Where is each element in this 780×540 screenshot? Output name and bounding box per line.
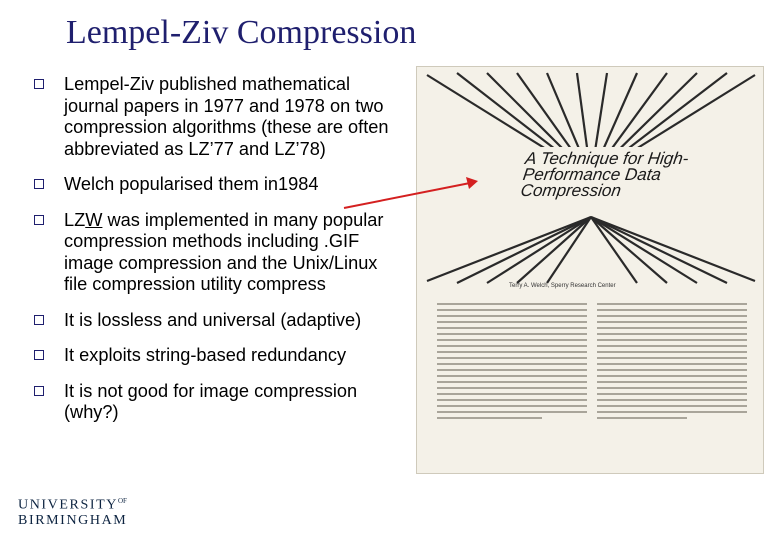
- bullet-item: [34, 381, 404, 424]
- bullet-item: [34, 310, 404, 332]
- square-bullet-icon: [34, 179, 44, 189]
- bullet-list: [34, 74, 404, 438]
- lzw-rest: was implemented in many popular compression methods including .GIF image compression and the Unix/Linux file compression utility compress: [64, 209, 384, 294]
- bullet-item: [34, 74, 404, 160]
- square-bullet-icon: [34, 350, 44, 360]
- bullet-item: [34, 174, 404, 196]
- article-byline: Terry A. Welch, Sperry Research Center: [509, 283, 616, 289]
- article-scan-image: [416, 66, 764, 474]
- bullet-text: It is not good for image compression (why?): [64, 380, 358, 422]
- bullet-text: It exploits string-based redundancy: [64, 345, 347, 365]
- university-logo: [18, 494, 127, 528]
- article-title: A Technique for High-Performance Data Compression: [519, 149, 690, 200]
- square-bullet-icon: [34, 215, 44, 225]
- square-bullet-icon: [34, 386, 44, 396]
- lzw-underlined-letter: W: [85, 209, 103, 230]
- article-column-right: [597, 303, 747, 423]
- bullet-text-lzw: [64, 210, 383, 295]
- square-bullet-icon: [34, 79, 44, 89]
- bullet-text: It is lossless and universal (adaptive): [64, 309, 362, 330]
- bullet-text: Lempel-Ziv published mathematical journal papers in 1977 and 1978 on two compression algorithms (these are often abbreviated as LZ’77 and LZ’78): [64, 74, 389, 159]
- article-column-left: [437, 303, 587, 423]
- logo-line1: UNIVERSITY: [18, 497, 118, 513]
- logo-of: OF: [118, 497, 127, 505]
- bullet-item: [34, 210, 404, 296]
- slide-title: Lempel-Ziv Compression: [66, 14, 417, 51]
- bullet-text: Welch popularised them in1984: [64, 174, 319, 194]
- bullet-item: [34, 345, 404, 367]
- lzw-prefix: LZ: [64, 209, 86, 230]
- logo-line2: BIRMINGHAM: [18, 512, 128, 528]
- square-bullet-icon: [34, 315, 44, 325]
